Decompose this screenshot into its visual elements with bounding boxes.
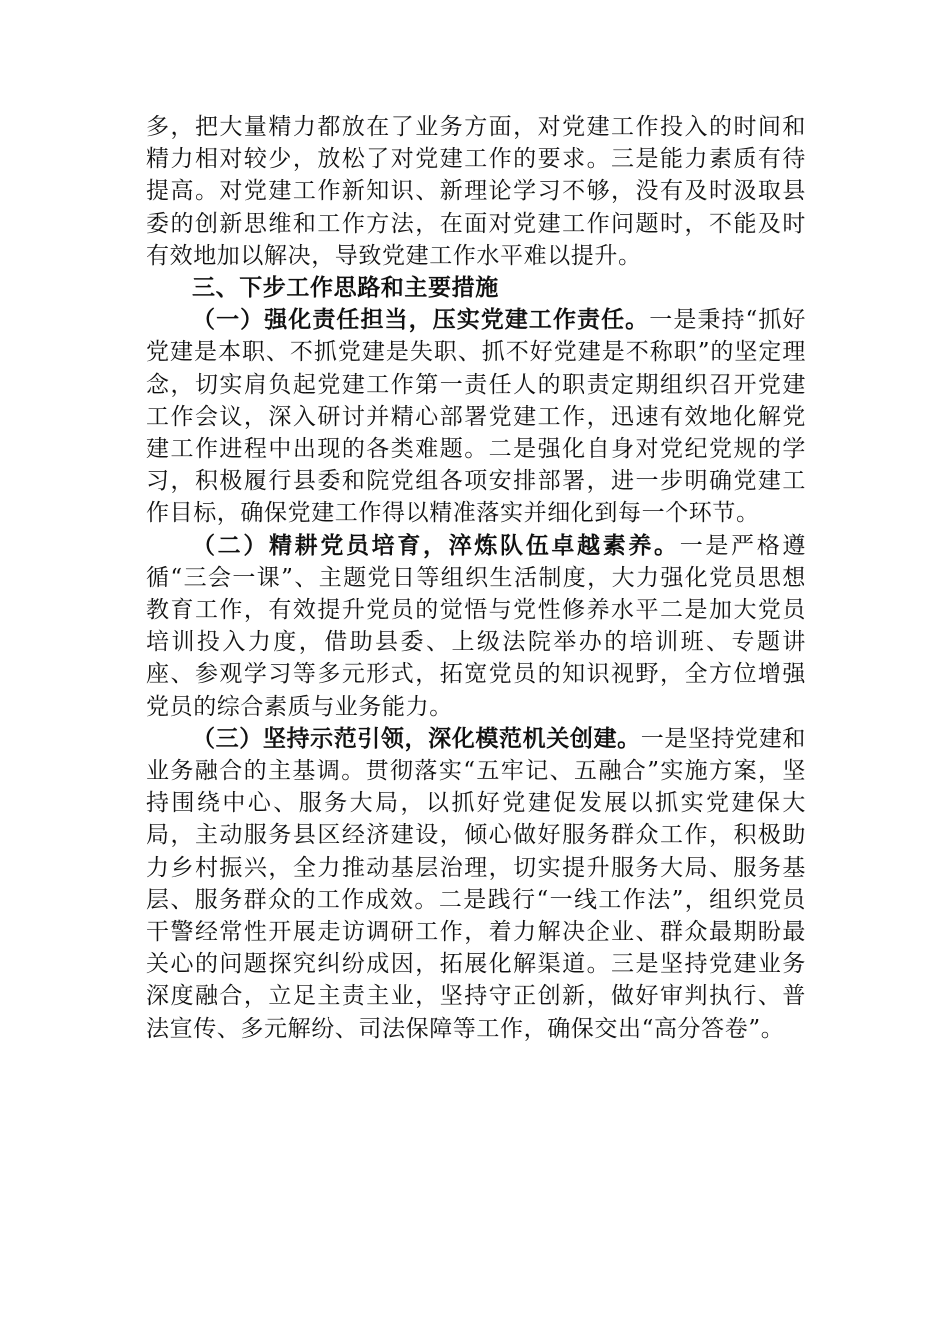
paragraph-3 — [146, 723, 806, 1045]
continued-paragraph: 多，把大量精力都放在了业务方面，对党建工作投入的时间和精力相对较少，放松了对党建工作的要求。三是能力素质有待提高。对党建工作新知识、新理论学习不够，没有及时汲取县委的创新思维和工作方法，在面对党建工作问题时，不能及时有效地加以解决，导致党建工作水平难以提升。 — [146, 114, 806, 269]
paragraph-1-heading: （一）强化责任担当，压实党建工作责任。 — [192, 306, 650, 334]
paragraph-1-body: 一是秉持“抓好党建是本职、不抓党建是失职、抓不好党建是不称职”的坚定理念，切实肩负起党建工作第一责任人的职责定期组织召开党建工作会议，深入研讨并精心部署党建工作，迅速有效地化解党建工作进程中出现的各类难题。二是强化自身对党纪党规的学习，积极履行县委和院党组各项安排部署，进一步明确党建工作目标，确保党建工作得以精准落实并细化到每一个环节。 — [146, 307, 806, 527]
paragraph-2 — [146, 530, 806, 723]
document-body — [146, 111, 806, 1045]
paragraph-2-heading: （二）精耕党员培育，淬炼队伍卓越素养。 — [192, 531, 680, 559]
section-heading: 三、下步工作思路和主要措施 — [192, 274, 499, 302]
paragraph-2-body: 一是严格遵循“三会一课”、主题党日等组织生活制度，大力强化党员思想教育工作，有效提升党员的觉悟与党性修养水平二是加大党员培训投入力度，借助县委、上级法院举办的培训班、专题讲座、参观学习等多元形式，拓宽党员的知识视野，全方位增强党员的综合素质与业务能力。 — [146, 532, 806, 720]
paragraph-3-body: 一是坚持党建和业务融合的主基调。贯彻落实“五牢记、五融合”实施方案，坚持围绕中心、服务大局，以抓好党建促发展以抓实党建保大局，主动服务县区经济建设，倾心做好服务群众工作，积极助力乡村振兴，全力推动基层治理，切实提升服务大局、服务基层、服务群众的工作成效。二是践行“一线工作法”，组织党员干警经常性开展走访调研工作，着力解决企业、群众最期盼最关心的问题探究纠纷成因，拓展化解渠道。三是坚持党建业务深度融合，立足主责主业，坚持守正创新，做好审判执行、普法宣传、多元解纷、司法保障等工作，确保交出“高分答卷”。 — [146, 725, 806, 1042]
paragraph-1 — [146, 304, 806, 529]
paragraph-3-heading: （三）坚持示范引领，深化模范机关创建。 — [192, 724, 641, 752]
